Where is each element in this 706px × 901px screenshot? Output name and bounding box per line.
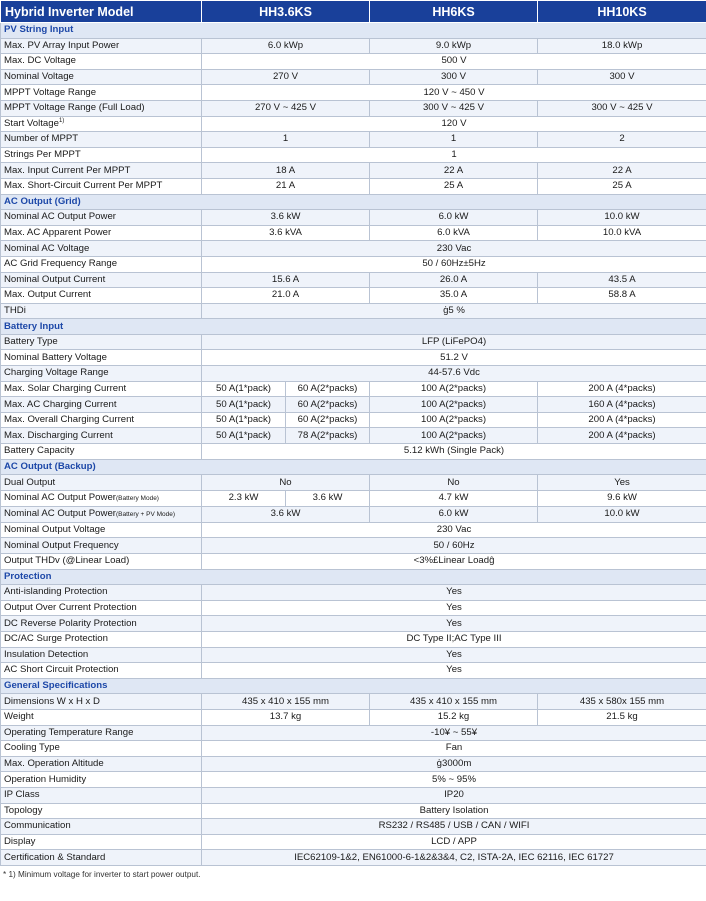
section-protection <box>1 569 706 585</box>
cell-value: Yes <box>202 585 706 601</box>
table-row <box>1 178 706 194</box>
row-label: Nominal AC Voltage <box>1 241 202 257</box>
cell-value: 230 Vac <box>202 241 706 257</box>
cell-value: 3.6 kW <box>202 210 370 226</box>
cell-value: 300 V <box>538 69 706 85</box>
cell-value: 10.0 kW <box>538 210 706 226</box>
cell-value: RS232 / RS485 / USB / CAN / WIFI <box>202 819 706 835</box>
cell-value: 3.6 kW <box>286 490 370 506</box>
row-label: Certification & Standard <box>1 850 202 866</box>
cell-value: Yes <box>202 647 706 663</box>
cell-value: -10¥ ~ 55¥ <box>202 725 706 741</box>
cell-value: 22 A <box>538 163 706 179</box>
table-row <box>1 366 706 382</box>
table-row <box>1 412 706 428</box>
table-row <box>1 647 706 663</box>
cell-value: LFP (LiFePO4) <box>202 334 706 350</box>
cell-value: 120 V <box>202 116 706 132</box>
cell-value: No <box>370 475 538 491</box>
row-label: Nominal Battery Voltage <box>1 350 202 366</box>
cell-value: 435 x 410 x 155 mm <box>370 694 538 710</box>
row-label: DC/AC Surge Protection <box>1 631 202 647</box>
table-row <box>1 132 706 148</box>
cell-value: 100 A(2*packs) <box>370 428 538 444</box>
table-row <box>1 334 706 350</box>
cell-value: 15.2 kg <box>370 709 538 725</box>
row-label: Nominal AC Output Power <box>1 210 202 226</box>
cell-value: 270 V <box>202 69 370 85</box>
table-row <box>1 225 706 241</box>
cell-value: 60 A(2*packs) <box>286 381 370 397</box>
cell-value: 50 A(1*pack) <box>202 381 286 397</box>
row-label: Max. AC Apparent Power <box>1 225 202 241</box>
cell-value: 5% ~ 95% <box>202 772 706 788</box>
cell-value: Yes <box>202 616 706 632</box>
cell-value: 300 V ~ 425 V <box>370 100 538 116</box>
row-label-text: Nominal AC Output Power <box>4 507 116 519</box>
table-row <box>1 741 706 757</box>
mode-note: (Battery + PV Mode) <box>115 510 176 518</box>
table-row <box>1 116 706 132</box>
cell-value: 270 V ~ 425 V <box>202 100 370 116</box>
row-label <box>1 116 202 132</box>
cell-value: 6.0 kWp <box>202 38 370 54</box>
row-label: Nominal Voltage <box>1 69 202 85</box>
row-label: Weight <box>1 709 202 725</box>
row-label: Battery Type <box>1 334 202 350</box>
cell-value: 200 A (4*packs) <box>538 412 706 428</box>
table-row <box>1 350 706 366</box>
row-label: Topology <box>1 803 202 819</box>
table-row <box>1 210 706 226</box>
table-row <box>1 585 706 601</box>
row-label-text: Start Voltage <box>4 117 59 129</box>
cell-value: 25 A <box>370 178 538 194</box>
table-row <box>1 272 706 288</box>
table-row <box>1 538 706 554</box>
footnote-marker: 1) <box>58 117 65 124</box>
row-label: Output THDv (@Linear Load) <box>1 554 202 570</box>
table-row <box>1 803 706 819</box>
cell-value: IEC62109-1&2, EN61000-6-1&2&3&4, C2, ISTA-2A, IEC 62116, IEC 61727 <box>202 850 706 866</box>
row-label: Anti-islanding Protection <box>1 585 202 601</box>
cell-value: 500 V <box>202 54 706 70</box>
cell-value: 3.6 kVA <box>202 225 370 241</box>
cell-value: ģ5 % <box>202 303 706 319</box>
row-label: Communication <box>1 819 202 835</box>
row-label: Max. Input Current Per MPPT <box>1 163 202 179</box>
row-label: Max. DC Voltage <box>1 54 202 70</box>
table-row <box>1 241 706 257</box>
cell-value: 100 A(2*packs) <box>370 412 538 428</box>
cell-value: 21.0 A <box>202 288 370 304</box>
cell-value: 18 A <box>202 163 370 179</box>
table-row <box>1 288 706 304</box>
row-label: Nominal Output Current <box>1 272 202 288</box>
section-title: AC Output (Backup) <box>1 459 706 475</box>
cell-value: 25 A <box>538 178 706 194</box>
table-row <box>1 428 706 444</box>
model-hh3-6ks: HH3.6KS <box>202 1 370 23</box>
row-label: IP Class <box>1 787 202 803</box>
section-battery-input <box>1 319 706 335</box>
cell-value: 78 A(2*packs) <box>286 428 370 444</box>
cell-value: 9.0 kWp <box>370 38 538 54</box>
section-general-specifications <box>1 678 706 694</box>
cell-value: <3%£Linear Loadĝ <box>202 554 706 570</box>
section-title: Protection <box>1 569 706 585</box>
cell-value: Yes <box>202 600 706 616</box>
cell-value: 1 <box>202 132 370 148</box>
table-row <box>1 163 706 179</box>
row-label: AC Short Circuit Protection <box>1 663 202 679</box>
cell-value: 6.0 kW <box>370 210 538 226</box>
row-label: Max. AC Charging Current <box>1 397 202 413</box>
model-hh10ks: HH10KS <box>538 1 706 23</box>
section-pv-string-input <box>1 23 706 39</box>
table-row <box>1 444 706 460</box>
cell-value: 21 A <box>202 178 370 194</box>
row-label: Output Over Current Protection <box>1 600 202 616</box>
cell-value: Fan <box>202 741 706 757</box>
cell-value: 18.0 kWp <box>538 38 706 54</box>
cell-value: 26.0 A <box>370 272 538 288</box>
table-row <box>1 490 706 506</box>
cell-value: 50 / 60Hz <box>202 538 706 554</box>
row-label: Max. PV Array Input Power <box>1 38 202 54</box>
cell-value: 22 A <box>370 163 538 179</box>
table-row <box>1 850 706 866</box>
row-label: AC Grid Frequency Range <box>1 256 202 272</box>
table-row <box>1 694 706 710</box>
cell-value: 230 Vac <box>202 522 706 538</box>
row-label: Nominal Output Frequency <box>1 538 202 554</box>
row-label: Nominal Output Voltage <box>1 522 202 538</box>
cell-value: Yes <box>202 663 706 679</box>
row-label: DC Reverse Polarity Protection <box>1 616 202 632</box>
cell-value: 15.6 A <box>202 272 370 288</box>
row-label <box>1 506 202 522</box>
row-label: Display <box>1 834 202 850</box>
table-row <box>1 616 706 632</box>
table-row <box>1 38 706 54</box>
cell-value: 43.5 A <box>538 272 706 288</box>
cell-value: 44-57.6 Vdc <box>202 366 706 382</box>
table-row <box>1 709 706 725</box>
row-label: Cooling Type <box>1 741 202 757</box>
table-row <box>1 600 706 616</box>
cell-value: Yes <box>538 475 706 491</box>
row-label: Dimensions W x H x D <box>1 694 202 710</box>
cell-value: 50 A(1*pack) <box>202 397 286 413</box>
cell-value: 58.8 A <box>538 288 706 304</box>
cell-value: 35.0 A <box>370 288 538 304</box>
row-label-text: Nominal AC Output Power <box>4 491 116 503</box>
cell-value: ģ3000m <box>202 756 706 772</box>
table-row <box>1 303 706 319</box>
cell-value: 60 A(2*packs) <box>286 412 370 428</box>
row-label: Number of MPPT <box>1 132 202 148</box>
cell-value: 2.3 kW <box>202 490 286 506</box>
section-title: General Specifications <box>1 678 706 694</box>
table-row <box>1 787 706 803</box>
row-label: Battery Capacity <box>1 444 202 460</box>
cell-value: 50 A(1*pack) <box>202 412 286 428</box>
section-ac-output-grid <box>1 194 706 210</box>
cell-value: LCD / APP <box>202 834 706 850</box>
cell-value: 435 x 410 x 155 mm <box>202 694 370 710</box>
row-label: Max. Overall Charging Current <box>1 412 202 428</box>
table-row <box>1 397 706 413</box>
table-row <box>1 834 706 850</box>
table-row <box>1 554 706 570</box>
table-row <box>1 475 706 491</box>
cell-value: 13.7 kg <box>202 709 370 725</box>
cell-value: 6.0 kVA <box>370 225 538 241</box>
section-title: AC Output (Grid) <box>1 194 706 210</box>
cell-value: 300 V <box>370 69 538 85</box>
cell-value: 6.0 kW <box>370 506 538 522</box>
cell-value: 50 / 60Hz±5Hz <box>202 256 706 272</box>
table-row <box>1 100 706 116</box>
section-ac-output-backup <box>1 459 706 475</box>
table-row <box>1 506 706 522</box>
cell-value: 50 A(1*pack) <box>202 428 286 444</box>
row-label: Insulation Detection <box>1 647 202 663</box>
table-row <box>1 147 706 163</box>
section-title: PV String Input <box>1 23 706 39</box>
cell-value: IP20 <box>202 787 706 803</box>
row-label: MPPT Voltage Range (Full Load) <box>1 100 202 116</box>
row-label: Strings Per MPPT <box>1 147 202 163</box>
cell-value: 5.12 kWh (Single Pack) <box>202 444 706 460</box>
cell-value: 435 x 580x 155 mm <box>538 694 706 710</box>
cell-value: 200 A (4*packs) <box>538 428 706 444</box>
row-label: Dual Output <box>1 475 202 491</box>
table-row <box>1 85 706 101</box>
row-label: Max. Short-Circuit Current Per MPPT <box>1 178 202 194</box>
row-label: Operating Temperature Range <box>1 725 202 741</box>
table-row <box>1 819 706 835</box>
row-label: Operation Humidity <box>1 772 202 788</box>
row-label: MPPT Voltage Range <box>1 85 202 101</box>
table-row <box>1 54 706 70</box>
mode-note: (Battery Mode) <box>115 494 159 502</box>
table-row <box>1 522 706 538</box>
table-row <box>1 69 706 85</box>
table-row <box>1 772 706 788</box>
table-row <box>1 725 706 741</box>
cell-value: 100 A(2*packs) <box>370 381 538 397</box>
table-row <box>1 756 706 772</box>
cell-value: 4.7 kW <box>370 490 538 506</box>
table-row <box>1 381 706 397</box>
row-label: THDi <box>1 303 202 319</box>
cell-value: 120 V ~ 450 V <box>202 85 706 101</box>
table-title: Hybrid Inverter Model <box>1 1 202 23</box>
row-label <box>1 490 202 506</box>
section-title: Battery Input <box>1 319 706 335</box>
footnote: * 1) Minimum voltage for inverter to start power output. <box>3 869 201 879</box>
cell-value: 200 A (4*packs) <box>538 381 706 397</box>
cell-value: 10.0 kW <box>538 506 706 522</box>
row-label: Charging Voltage Range <box>1 366 202 382</box>
cell-value: No <box>202 475 370 491</box>
table-row <box>1 256 706 272</box>
row-label: Max. Operation Altitude <box>1 756 202 772</box>
cell-value: Battery Isolation <box>202 803 706 819</box>
table-header-row <box>1 1 706 23</box>
cell-value: 51.2 V <box>202 350 706 366</box>
cell-value: 300 V ~ 425 V <box>538 100 706 116</box>
row-label: Max. Output Current <box>1 288 202 304</box>
cell-value: 1 <box>370 132 538 148</box>
model-hh6ks: HH6KS <box>370 1 538 23</box>
cell-value: 160 A (4*packs) <box>538 397 706 413</box>
row-label: Max. Solar Charging Current <box>1 381 202 397</box>
table-row <box>1 663 706 679</box>
cell-value: 60 A(2*packs) <box>286 397 370 413</box>
row-label: Max. Discharging Current <box>1 428 202 444</box>
cell-value: 3.6 kW <box>202 506 370 522</box>
cell-value: 21.5 kg <box>538 709 706 725</box>
cell-value: 1 <box>202 147 706 163</box>
cell-value: 10.0 kVA <box>538 225 706 241</box>
table-row <box>1 631 706 647</box>
cell-value: 9.6 kW <box>538 490 706 506</box>
cell-value: 100 A(2*packs) <box>370 397 538 413</box>
cell-value: 2 <box>538 132 706 148</box>
cell-value: DC Type II;AC Type III <box>202 631 706 647</box>
